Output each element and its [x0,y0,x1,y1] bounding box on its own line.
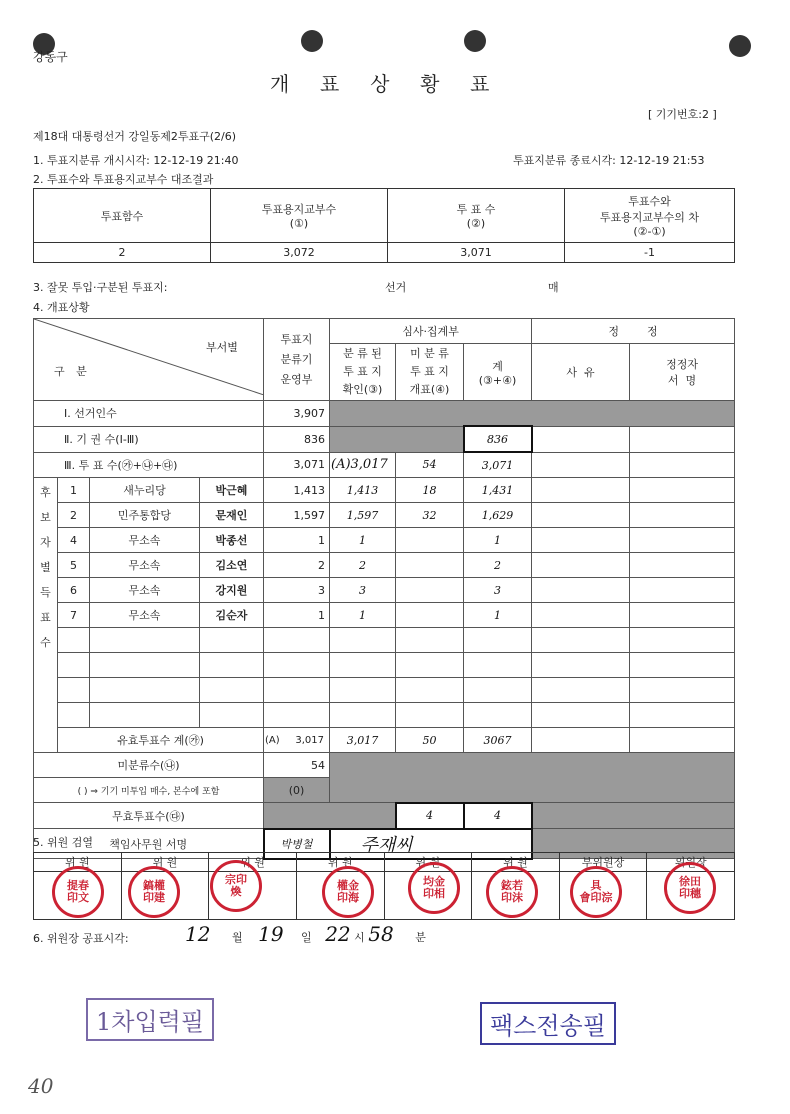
candidate-row: 6 무소속 강지원 3 3 3 [34,578,735,603]
header-jeongjeong: 정 정 [532,319,735,344]
row-signature: 책임사무원 서명 박병철 주재씨 [34,829,735,859]
header-simsa: 심사·집계부 [330,319,532,344]
candidate-row: 4 무소속 박종선 1 1 1 [34,528,735,553]
side-label: 후 보 자 별 득 표 수 [34,478,58,753]
header-buseo: 부서별 [206,341,238,354]
header-reason: 사 유 [532,344,630,401]
section2-label: 2. 투표수와 투표용지교부수 대조결과 [33,173,214,186]
header-classified: 분 류 된 투 표 지 확인(③) [330,344,396,401]
row-votes: Ⅲ. 투 표 수(㉮+㉯+㉰) 3,071 (A)3,017 54 3,071 [34,452,735,478]
section3-unit: 매 [548,281,559,294]
machine-number: [ 기기번호:2 ] [648,108,717,121]
committee-seal: 權金 印海 [322,866,374,918]
header-difference: 투표수와 투표용지교부수의 차 (②-①) [565,189,735,243]
header-issued: 투표용지교부수 (①) [211,189,388,243]
committee-seal: 宗印 煥 [210,860,262,912]
header-gubun: 구 분 [54,365,91,378]
punch-hole [464,30,486,52]
section6-label: 6. 위원장 공표시각: [33,932,129,945]
blank-row [34,653,735,678]
committee-seal: 均金 印相 [408,862,460,914]
row-invalid: 무효투표수(㉰) 4 4 [34,803,735,829]
page-mark: 40 [28,1074,54,1098]
section3-label: 3. 잘못 투입·구분된 투표지: [33,281,168,294]
row-abstention: Ⅱ. 기 권 수(Ⅰ-Ⅲ) 836 836 [34,426,735,452]
candidate-row: 7 무소속 김순자 1 1 1 [34,603,735,628]
value-votes: 3,071 [388,243,565,263]
header-diagonal-cell [34,319,264,401]
section4-label: 4. 개표상황 [33,301,90,314]
blank-row [34,703,735,728]
main-table [33,318,735,860]
candidate-row: 5 무소속 김소연 2 2 2 [34,553,735,578]
input-complete-stamp: 1차입력필 [86,998,214,1041]
candidate-row: 2 민주통합당 문재인 1,597 1,597 32 1,629 [34,503,735,528]
fax-sent-stamp: 팩스전송필 [480,1002,616,1045]
committee-seal: 鉉若 印沫 [486,866,538,918]
announce-time: 12 월 19 일 22 시 58 분 [185,922,426,946]
header-corrector: 정정자 서 명 [630,344,735,401]
header-unclassified: 미 분 류 투 표 지 개표(④) [396,344,464,401]
subtitle: 제18대 대통령선거 강일동제2투표구(2/6) [33,130,237,143]
committee-seal: 鎬權 印建 [128,866,180,918]
sort-start-time: 1. 투표지분류 개시시각: 12-12-19 21:40 [33,154,239,167]
committee-seal: 提春 印文 [52,866,104,918]
punch-hole [301,30,323,52]
committee-table: 위 원 위 원 위 원 위 원 위 원 위 원 부위원장 위원장 [33,852,735,920]
row-electors: Ⅰ. 선거인수 3,907 [34,401,735,427]
page-title: 개 표 상 황 표 [270,72,496,96]
committee-seal: 徐田 印穗 [664,862,716,914]
district-label: 강동구 [33,50,68,64]
header-unyeong: 투표지 분류기 운영부 [264,319,330,401]
blank-row [34,678,735,703]
header-ballot-boxes: 투표함수 [34,189,211,243]
header-votes: 투 표 수 (②) [388,189,565,243]
diagonal-line [34,319,264,395]
value-boxes: 2 [34,243,211,263]
row-unclassified: 미분류수(㉯) 54 [34,753,735,778]
candidate-row: 후 보 자 별 득 표 수 1 새누리당 박근혜 1,413 1,413 18 1,431 [34,478,735,503]
compare-table [33,188,735,263]
committee-seal: 具 會印淙 [570,866,622,918]
blank-row [34,628,735,653]
sort-end-time: 투표지분류 종료시각: 12-12-19 21:53 [513,154,705,167]
punch-hole [729,35,751,57]
section3-election: 선거 [385,281,407,294]
value-difference: -1 [565,243,735,263]
row-valid-total: 유효투표수 계(㉮) (A) 3,017 3,017 50 3067 [34,728,735,753]
section5-label: 5. 위원 검열 [33,836,93,849]
header-total: 계 (③+④) [464,344,532,401]
value-issued: 3,072 [211,243,388,263]
row-note: ( ) ⇒ 기기 미투입 매수, 본수에 포함 (0) [34,778,735,803]
